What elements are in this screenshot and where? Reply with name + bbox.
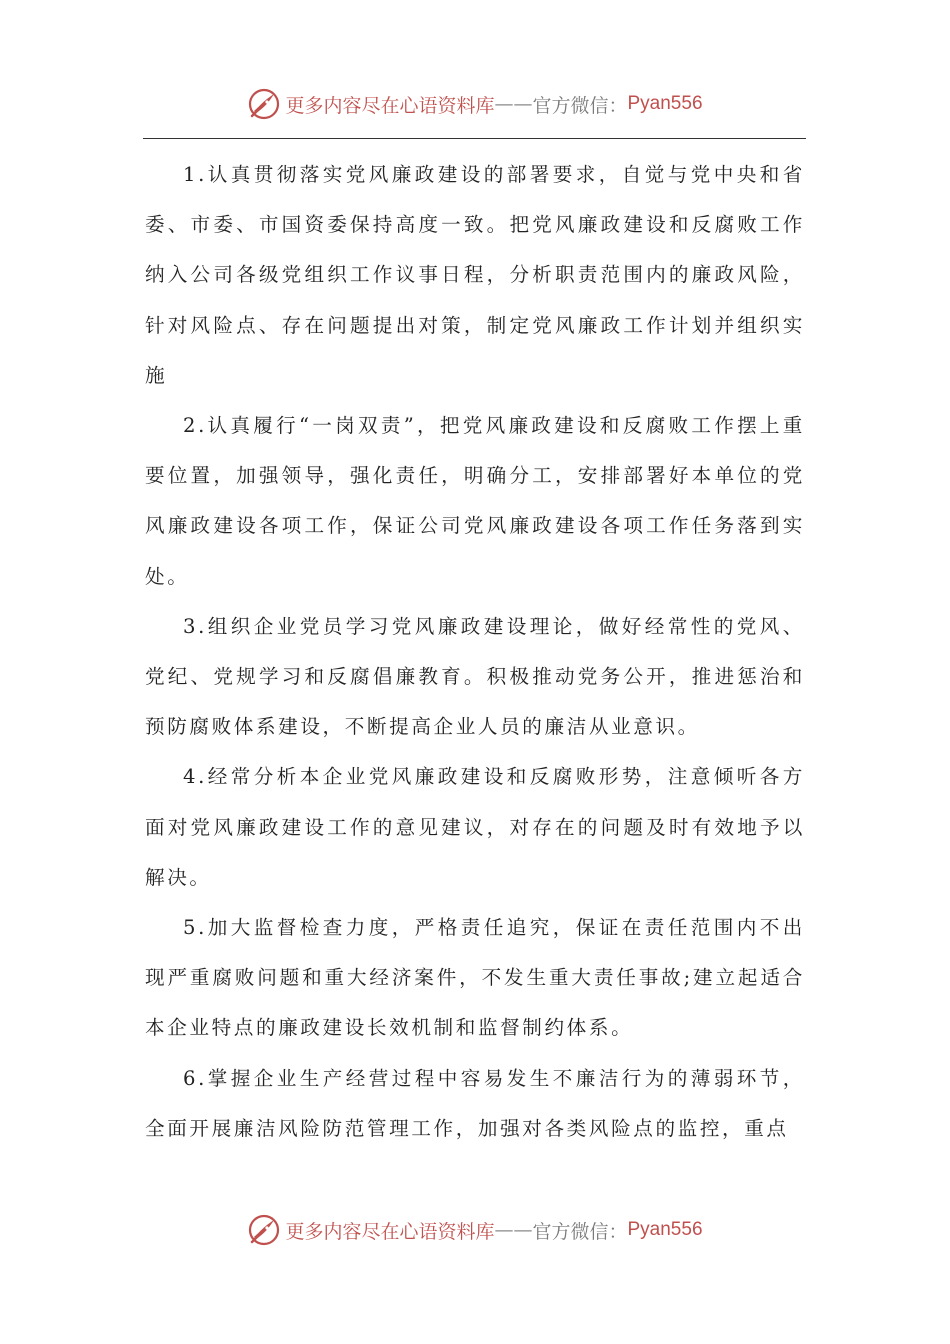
paragraph-6: 6.掌握企业生产经营过程中容易发生不廉洁行为的薄弱环节，全面开展廉洁风险防范管理工作，加强对各类风险点的监控，重点 xyxy=(145,1066,805,1140)
document-body xyxy=(145,150,805,1154)
footer-wechat-id: Pyan556 xyxy=(627,1219,703,1240)
paragraph-1: 1.认真贯彻落实党风廉政建设的部署要求，自觉与党中央和省委、市委、市国资委保持高度一致。把党风廉政建设和反腐败工作纳入公司各级党组织工作议事日程，分析职责范围内的廉政风险，针对风险点、存在问题提出对策，制定党风廉政工作计划并组织实施 xyxy=(145,163,805,387)
header-divider xyxy=(143,138,806,139)
header-banner xyxy=(0,84,950,124)
pen-nib-logo-icon xyxy=(247,87,281,121)
banner-wechat-id: Pyan556 xyxy=(627,93,703,114)
paragraph-4: 4.经常分析本企业党风廉政建设和反腐败形势，注意倾听各方面对党风廉政建设工作的意见建议，对存在的问题及时有效地予以解决。 xyxy=(145,765,805,889)
footer-official-label: 官方微信： xyxy=(532,1220,628,1243)
footer-site-name: 更多内容尽在心语资料库 xyxy=(285,1220,495,1243)
pen-nib-logo-icon xyxy=(247,1213,281,1247)
paragraph-3: 3.组织企业党员学习党风廉政建设理论，做好经常性的党风、党纪、党规学习和反腐倡廉教育。积极推动党务公开，推进惩治和预防腐败体系建设，不断提高企业人员的廉洁从业意识。 xyxy=(145,614,805,739)
footer-banner xyxy=(0,1210,950,1250)
paragraph-5: 5.加大监督检查力度，严格责任追究，保证在责任范围内不出现严重腐败问题和重大经济案件，不发生重大责任事故;建立起适合本企业特点的廉政建设长效机制和监督制约体系。 xyxy=(145,916,805,1040)
paragraph-2: 2.认真履行“一岗双责”，把党风廉政建设和反腐败工作摆上重要位置，加强领导，强化责任，明确分工，安排部署好本单位的党风廉政建设各项工作，保证公司党风廉政建设各项工作任务落到实处。 xyxy=(145,414,805,588)
banner-official-label: 官方微信： xyxy=(532,94,628,117)
footer-dash: —— xyxy=(494,1219,533,1241)
banner-site-name: 更多内容尽在心语资料库 xyxy=(285,94,495,117)
banner-dash: —— xyxy=(494,93,533,115)
